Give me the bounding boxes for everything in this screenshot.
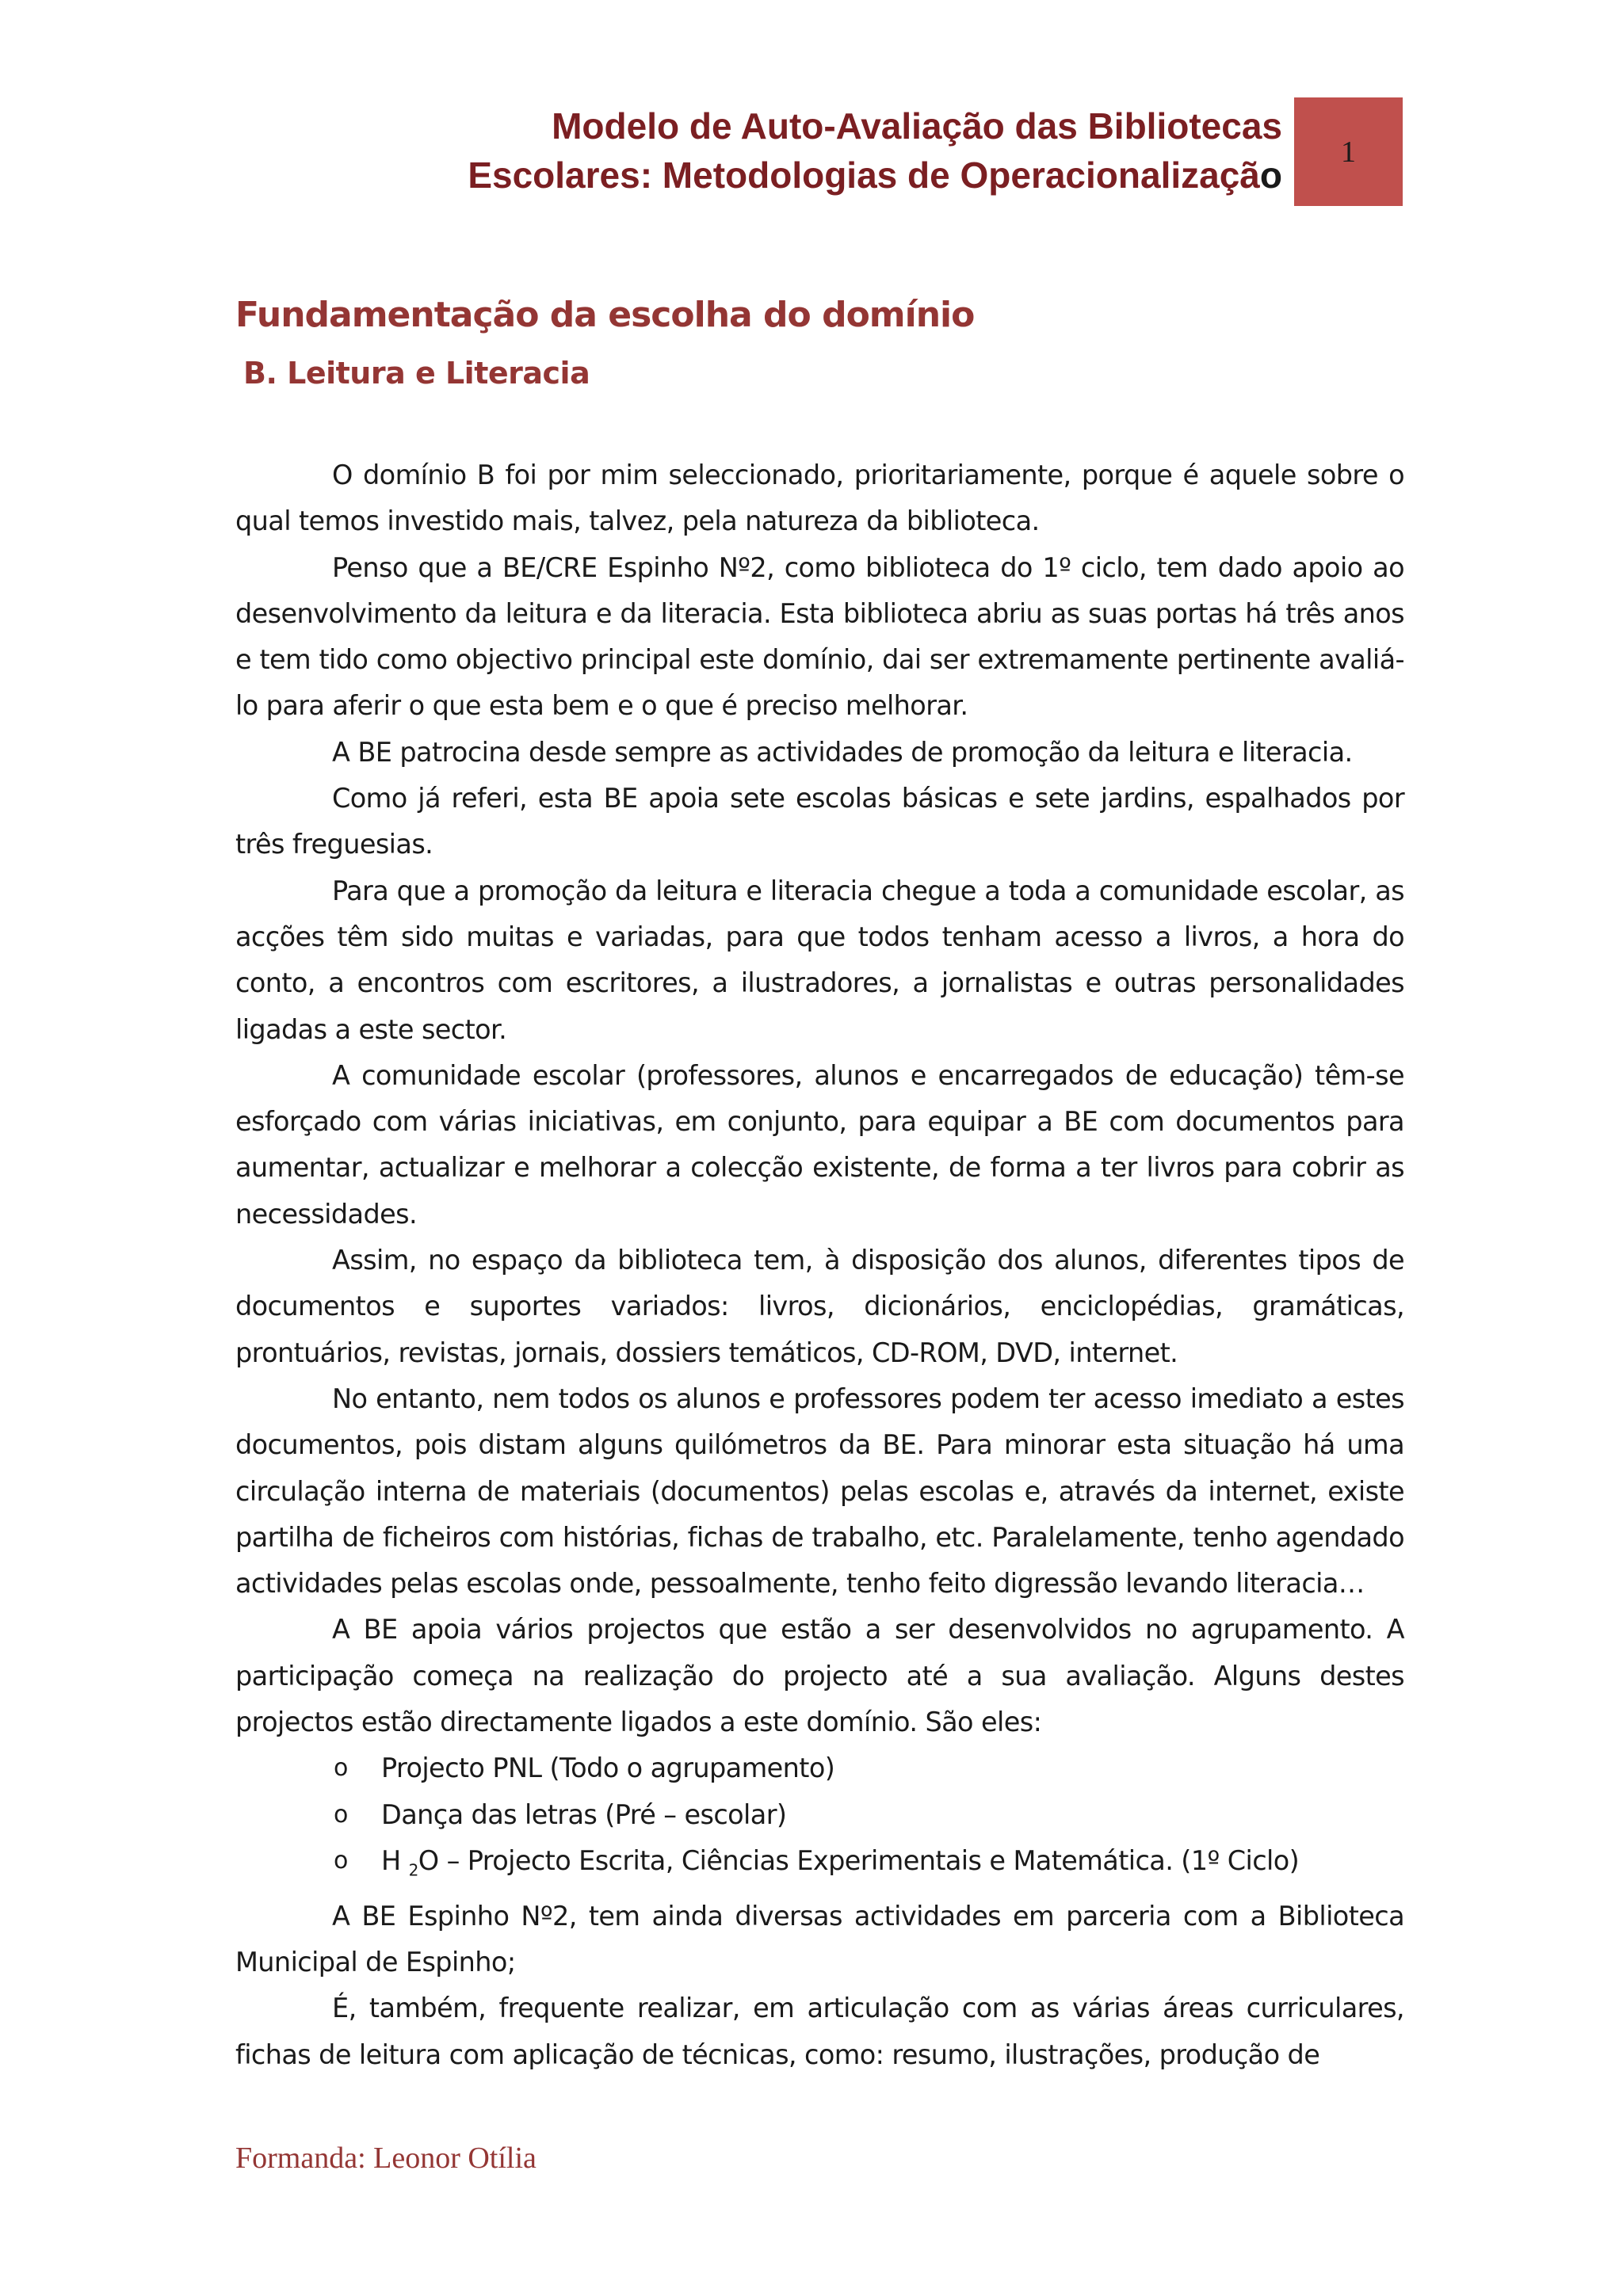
document-header-title xyxy=(468,101,1282,200)
project-prefix: H xyxy=(381,1844,409,1876)
body-text xyxy=(235,452,1404,2078)
paragraph: A BE apoia vários projectos que estão a ser desenvolvidos no agrupamento. A participação começa na realização do projecto até a sua avaliação. Alguns destes projectos estão directamente ligados a este domínio. São eles: xyxy=(235,1614,1404,1738)
section-title: Fundamentação da escolha do domínio xyxy=(235,295,975,335)
header-title-line-2-last: o xyxy=(1259,154,1282,196)
paragraph: É, também, frequente realizar, em articulação com as várias áreas curriculares, fichas de leitura com aplicação de técnicas, como: resumo, ilustrações, produção de xyxy=(235,1993,1404,2070)
paragraph: A BE Espinho Nº2, tem ainda diversas actividades em parceria com a Biblioteca Municipal de Espinho; xyxy=(235,1900,1404,1978)
paragraph: A comunidade escolar (professores, alunos e encarregados de educação) têm-se esforçado com várias iniciativas, em conjunto, para equipar a BE com documentos para aumentar, actualizar e melhorar a colecção existente, de forma a ter livros para cobrir as necessidades. xyxy=(235,1059,1404,1230)
bullet-icon: o xyxy=(334,1754,348,1783)
paragraph: O domínio B foi por mim seleccionado, prioritariamente, porque é aquele sobre o qual temos investido mais, talvez, pela natureza da biblioteca. xyxy=(235,460,1404,537)
list-item xyxy=(235,1745,1404,1791)
subscript-2: 2 xyxy=(408,1860,418,1880)
paragraph: Penso que a BE/CRE Espinho Nº2, como biblioteca do 1º ciclo, tem dado apoio ao desenvolvimento da leitura e da literacia. Esta biblioteca abriu as suas portas há três anos e tem tido como objectivo principal este domínio, dai ser extremamente pertinente avaliá-lo para aferir o que esta bem e o que é preciso melhorar. xyxy=(235,551,1404,722)
list-item-text: Dança das letras (Pré – escolar) xyxy=(381,1798,787,1830)
paragraph: A BE patrocina desde sempre as actividades de promoção da leitura e literacia. xyxy=(332,736,1353,768)
list-item-text: Projecto PNL (Todo o agrupamento) xyxy=(381,1753,835,1784)
header-title-line-2 xyxy=(468,151,1282,200)
section-subtitle: B. Leitura e Literacia xyxy=(243,356,590,391)
bullet-icon: o xyxy=(334,1800,348,1829)
list-item-text xyxy=(381,1838,1299,1894)
list-item xyxy=(235,1838,1404,1894)
paragraph: Assim, no espaço da biblioteca tem, à disposição dos alunos, diferentes tipos de documentos e suportes variados: livros, dicionários, enciclopédias, gramáticas, prontuários, revistas, jornais, dossiers temáticos, CD-ROM, DVD, internet. xyxy=(235,1245,1404,1368)
list-item xyxy=(235,1792,1404,1838)
projects-list xyxy=(235,1745,1404,1894)
paragraph: Como já referi, esta BE apoia sete escolas básicas e sete jardins, espalhados por três freguesias. xyxy=(235,783,1404,860)
paragraph: Para que a promoção da leitura e literacia chegue a toda a comunidade escolar, as acções têm sido muitas e variadas, para que todos tenham acesso a livros, a hora do conto, a encontros com escritores, a ilustradores, a jornalistas e outras personalidades ligadas a este sector. xyxy=(235,875,1404,1045)
paragraph: No entanto, nem todos os alunos e professores podem ter acesso imediato a estes documentos, pois distam alguns quilómetros da BE. Para minorar esta situação há uma circulação interna de materiais (documentos) pelas escolas e, através da internet, existe partilha de ficheiros com histórias, fichas de trabalho, etc. Paralelamente, tenho agendado actividades pelas escolas onde, pessoalmente, tenho feito digressão levando literacia… xyxy=(235,1383,1404,1600)
project-rest: O – Projecto Escrita, Ciências Experimentais e Matemática. (1º Ciclo) xyxy=(418,1844,1300,1876)
page-number-box xyxy=(1294,97,1403,206)
footer-author: Formanda: Leonor Otília xyxy=(235,2142,537,2175)
bullet-icon: o xyxy=(334,1846,348,1875)
header-title-line-2-main: Escolares: Metodologias de Operacionalizaçã xyxy=(468,154,1260,196)
page-number: 1 xyxy=(1341,135,1356,169)
header-title-line-1: Modelo de Auto-Avaliação das Bibliotecas xyxy=(552,105,1282,147)
